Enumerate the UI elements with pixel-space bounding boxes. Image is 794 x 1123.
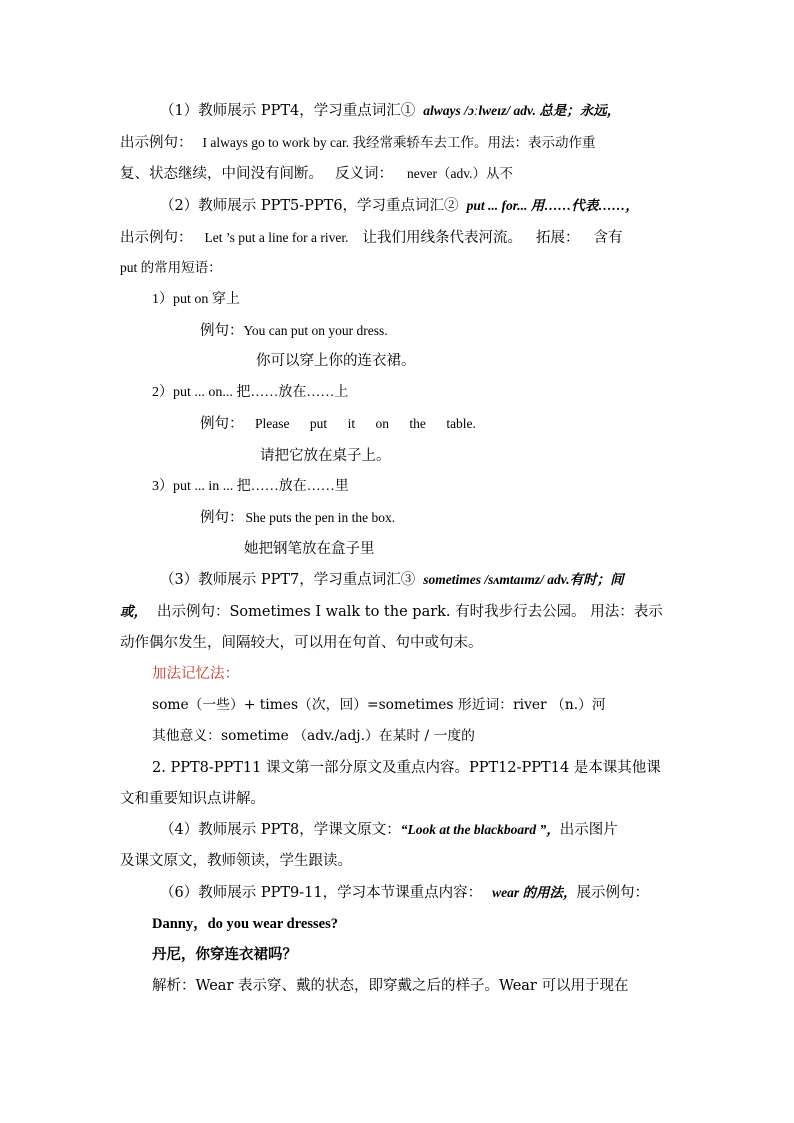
label-example: 例句： [200, 323, 244, 339]
example-put-for-cn: 让我们用线条代表河流。 [362, 230, 522, 246]
memory-title: 加法记忆法： [152, 666, 239, 682]
word: table. [446, 416, 476, 431]
wear-analysis: 解析：Wear 表示穿、戴的状态，即穿戴之后的样子。Wear 可以用于现在 [152, 978, 629, 994]
para-4-suffix: 出示图片 [559, 822, 618, 838]
vocab-always: always /ɔːlweɪz/ adv. 总是；永远， [423, 103, 621, 118]
word: it [347, 416, 356, 431]
para-2-line-1 [160, 196, 639, 216]
label-example: 例句： [200, 416, 244, 432]
label-antonym: 反义词： [335, 166, 393, 182]
wear-usage-title: wear 的用法， [492, 885, 577, 900]
phrase-2-translation: 请把它放在桌子上。 [260, 448, 391, 464]
antonym-never: never（adv.）从不 [407, 166, 513, 181]
phrase-2-head: 2）put ... on... 把……放在……上 [152, 385, 349, 400]
para-2-line-3 [120, 258, 222, 278]
common-phrases-intro: put 的常用短语： [120, 260, 222, 275]
phrase-1-example [200, 321, 388, 341]
para-3-line-3: 动作偶尔发生，间隔较大，可以用在句首、句中或句末。 [120, 635, 483, 651]
wear-example-cn: 丹尼，你穿连衣裙吗？ [152, 946, 297, 963]
para-4-prefix: （4）教师展示 PPT8，学课文原文： [160, 822, 401, 838]
label-example: 例句： [200, 510, 244, 526]
para-1-line-1 [160, 101, 620, 121]
phrase-2-example [200, 414, 244, 434]
wear-example-en: Danny，do you wear dresses? [152, 916, 338, 932]
para-3-line-2 [120, 602, 663, 622]
para-6-line-1 [160, 883, 649, 903]
section-2-line-1: 2. PPT8-PPT11 课文第一部分原文及重点内容。PPT12-PPT14 是本课其他课 [152, 760, 661, 776]
para-1-prefix: （1）教师展示 PPT4，学习重点词汇① [160, 103, 416, 119]
para-2-prefix: （2）教师展示 PPT5-PPT6，学习重点词汇② [160, 198, 459, 214]
para-2-line-2 [120, 228, 676, 248]
para-1-line-3 [120, 164, 513, 184]
para-6-prefix: （6）教师展示 PPT9-11，学习本节课重点内容： [160, 885, 483, 901]
word: on [375, 416, 389, 431]
usage-always: 复、状态继续，中间没有间断。 [120, 166, 323, 182]
vocab-sometimes-cont: 或， [120, 604, 147, 619]
label-extension: 拓展： [535, 230, 580, 246]
label-example: 出示例句： [120, 230, 193, 246]
phrase-3-example-en: She puts the pen in the box. [245, 510, 396, 525]
label-example: 出示例句： [120, 135, 193, 151]
phrase-3-translation: 她把钢笔放在盒子里 [244, 541, 375, 557]
vocab-sometimes: sometimes /sʌmtaɪmz/ adv.有时；间 [423, 572, 624, 587]
example-sometimes: 出示例句：Sometimes I walk to the park. 有时我步行去公园。 用法：表示 [157, 604, 663, 620]
para-4-line-2: 及课文原文，教师领读，学生跟读。 [120, 853, 352, 869]
word: the [409, 416, 426, 431]
memory-line-1: some（一些）+ times（次，回）=sometimes 形近词：river （n.）河 [152, 697, 606, 713]
phrase-1-translation: 你可以穿上你的连衣裙。 [256, 353, 416, 369]
memory-line-2: 其他意义：sometime （adv./adj.）在某时 / 一度的 [152, 728, 475, 744]
para-3-prefix: （3）教师展示 PPT7，学习重点词汇③ [160, 572, 416, 588]
phrase-2-example-en [255, 414, 476, 434]
para-4-line-1 [160, 820, 618, 840]
section-2-line-2: 文和重要知识点讲解。 [120, 791, 265, 807]
example-always: I always go to work by car. 我经常乘轿车去工作。用法：表示动作重 [202, 135, 596, 150]
para-6-suffix: 展示例句： [576, 885, 649, 901]
vocab-put-for: put ... for... 用……代表……， [466, 198, 639, 213]
phrase-1-example-en: You can put on your dress. [243, 323, 388, 338]
word: put [309, 416, 328, 431]
para-1-line-2 [120, 133, 595, 153]
example-put-for: Let ’s put a line for a river. [204, 230, 349, 245]
para-3-line-1 [160, 570, 624, 590]
phrase-1-head: 1）put on 穿上 [152, 292, 240, 307]
phrase-3-example [200, 508, 395, 528]
phrase-3-head: 3）put ... in ... 把……放在……里 [152, 479, 349, 494]
word: Please [255, 416, 290, 431]
lesson-text-title: “Look at the blackboard ”， [400, 822, 560, 837]
extension-text: 含有 [593, 230, 623, 246]
